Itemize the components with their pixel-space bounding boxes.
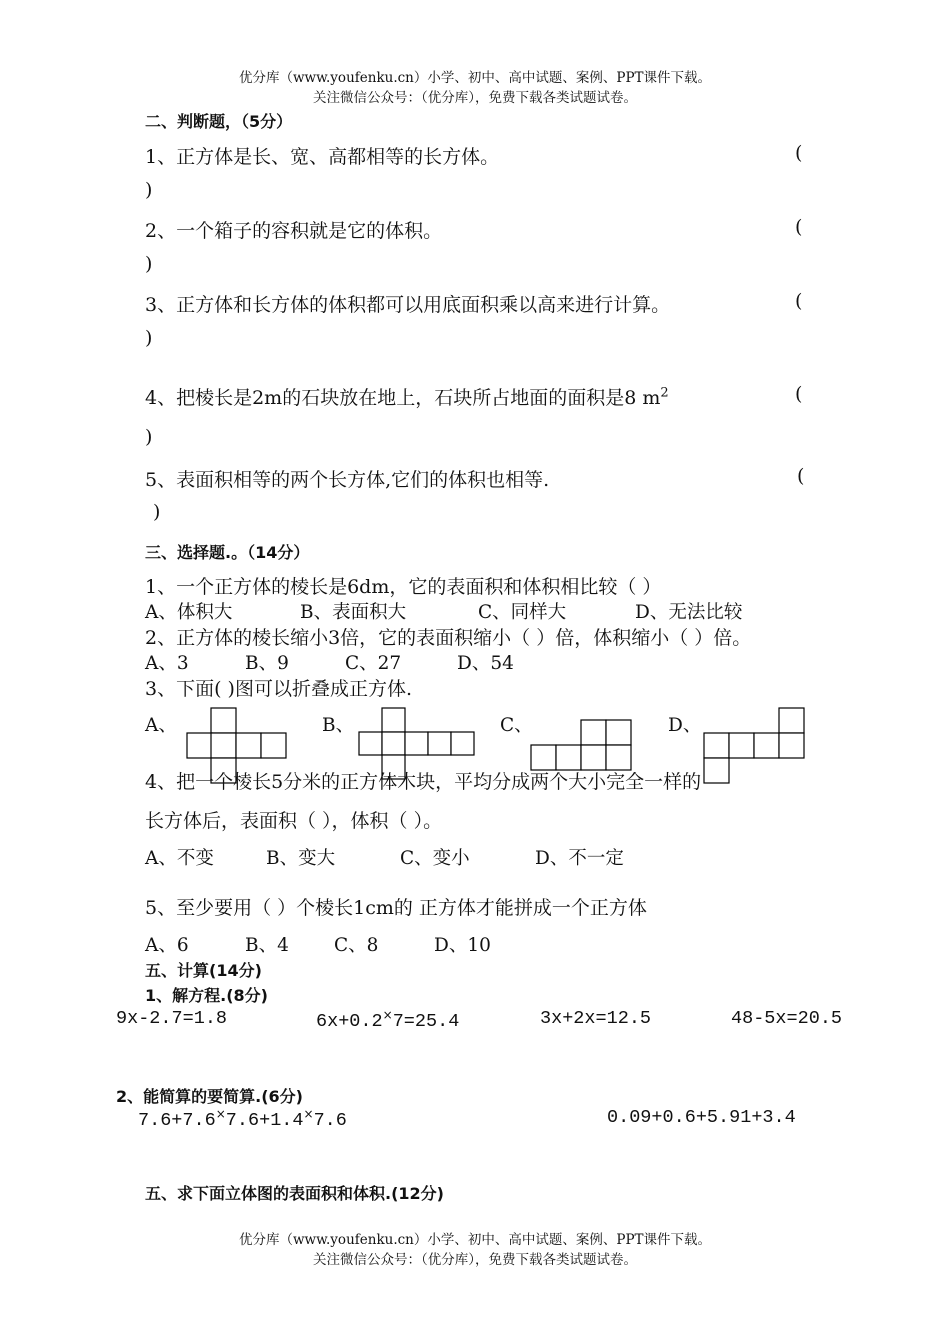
- choice-q4-line-2: 长方体后，表面积（ ），体积（ ）。: [145, 810, 443, 832]
- choice-q4-opt-c: C、变小: [400, 848, 470, 869]
- choice-q5-opt-d: D、10: [434, 935, 491, 956]
- choice-q2-opt-a: A、3: [145, 653, 189, 674]
- net-label-b: B、: [322, 715, 355, 736]
- judge-item-2-close: ): [145, 253, 153, 275]
- equation-4: 48-5x=20.5: [731, 1008, 843, 1029]
- times-sign: ×: [215, 1107, 226, 1121]
- expression-1: [138, 1107, 347, 1131]
- judge-item-4: [145, 383, 669, 410]
- judge-item-2-open: (: [795, 216, 803, 238]
- simplify-heading: 2、能简算的要简算.(6分): [116, 1087, 303, 1106]
- choice-q4-line-1: 4、把一个棱长5分米的正方体木块，平均分成两个大小完全一样的: [145, 771, 702, 793]
- net-label-c: C、: [500, 715, 533, 736]
- judge-item-4-text: 4、把棱长是2m的石块放在地上，石块所占地面的面积是8 m: [145, 387, 661, 409]
- expr-1-part-1: 7.6+7.6: [138, 1110, 216, 1132]
- section-3-title: 三、选择题.。（14分）: [145, 543, 310, 562]
- equation-2: [316, 1008, 459, 1032]
- expr-1-part-3: 7.6: [313, 1110, 347, 1132]
- choice-q1-opt-a: A、体积大: [145, 602, 233, 623]
- choice-q2-opt-c: C、27: [345, 653, 402, 674]
- footer-line-1: 优分库（www.youfenku.cn）小学、初中、高中试题、案例、PPT课件下载。: [238, 1232, 712, 1248]
- net-label-a: A、: [145, 715, 177, 736]
- cube-net-d: [703, 707, 807, 787]
- equation-3: 3x+2x=12.5: [540, 1008, 652, 1029]
- judge-item-3-open: (: [795, 290, 803, 312]
- judge-item-3-close: ): [145, 327, 153, 349]
- judge-item-1-close: ): [145, 179, 153, 201]
- choice-q1-opt-d: D、无法比较: [635, 602, 743, 623]
- choice-q1: 1、一个正方体的棱长是6dm，它的表面积和体积相比较（ ）: [145, 576, 662, 598]
- choice-q2-opt-d: D、54: [457, 653, 514, 674]
- judge-item-4-close: ): [145, 426, 153, 448]
- choice-q4-opt-b: B、变大: [266, 848, 336, 869]
- equation-2-right: 7=25.4: [392, 1011, 460, 1033]
- choice-q2-opt-b: B、9: [245, 653, 289, 674]
- choice-q1-opt-c: C、同样大: [478, 602, 567, 623]
- judge-item-3: 3、正方体和长方体的体积都可以用底面积乘以高来进行计算。: [145, 294, 671, 316]
- judge-item-1-open: (: [795, 142, 803, 164]
- section-5-title: 五、计算(14分): [145, 961, 262, 980]
- times-sign: ×: [303, 1107, 314, 1121]
- judge-item-5: 5、表面积相等的两个长方体,它们的体积也相等.: [145, 469, 550, 491]
- section-2-title: 二、判断题，（5分）: [145, 112, 293, 131]
- choice-q3: 3、下面( )图可以折叠成正方体.: [145, 678, 412, 700]
- choice-q1-opt-b: B、表面积大: [300, 602, 407, 623]
- judge-item-4-open: (: [795, 383, 803, 405]
- choice-q5-opt-a: A、6: [145, 935, 189, 956]
- times-sign: ×: [382, 1008, 393, 1022]
- footer-line-2: 关注微信公众号：（优分库），免费下载各类试题试卷。: [313, 1252, 637, 1268]
- choice-q2: 2、正方体的棱长缩小3倍，它的表面积缩小（ ）倍，体积缩小（ ）倍。: [145, 627, 752, 649]
- header-line-2: 关注微信公众号：（优分库），免费下载各类试题试卷。: [313, 90, 637, 106]
- judge-item-5-close: ): [153, 501, 161, 523]
- squared-superscript: 2: [660, 385, 669, 401]
- choice-q5: 5、至少要用（ ）个棱长1cm的 正方体才能拼成一个正方体: [145, 897, 647, 919]
- solve-equations-heading: 1、解方程.(8分): [145, 986, 268, 1005]
- judge-item-2: 2、一个箱子的容积就是它的体积。: [145, 220, 443, 242]
- judge-item-1: 1、正方体是长、宽、高都相等的长方体。: [145, 146, 500, 168]
- equation-2-left: 6x+0.2: [316, 1011, 383, 1033]
- net-label-d: D、: [668, 715, 702, 736]
- choice-q4-opt-a: A、不变: [145, 848, 214, 869]
- choice-q4-opt-d: D、不一定: [535, 848, 624, 869]
- choice-q5-opt-b: B、4: [245, 935, 289, 956]
- choice-q5-opt-c: C、8: [334, 935, 379, 956]
- section-6-title: 五、求下面立体图的表面积和体积.(12分): [145, 1184, 444, 1203]
- judge-item-5-open: (: [797, 465, 805, 487]
- expr-1-part-2: 7.6+1.4: [225, 1110, 304, 1132]
- expression-2: 0.09+0.6+5.91+3.4: [607, 1107, 796, 1128]
- equation-1: 9x-2.7=1.8: [116, 1008, 228, 1029]
- header-line-1: 优分库（www.youfenku.cn）小学、初中、高中试题、案例、PPT课件下载。: [238, 70, 712, 86]
